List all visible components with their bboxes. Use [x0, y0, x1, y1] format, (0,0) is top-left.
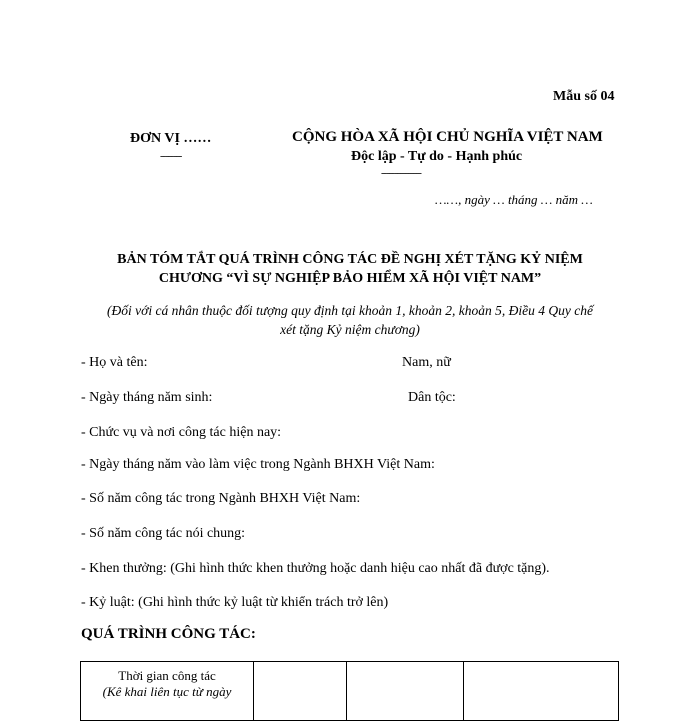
motto: Độc lập - Tự do - Hạnh phúc	[351, 149, 523, 164]
table-header-col4	[464, 662, 619, 721]
document-subtitle	[70, 301, 630, 339]
table-header-col2	[254, 662, 347, 721]
subtitle-line-2: xét tặng Kỷ niệm chương)	[280, 322, 420, 337]
unit-divider: --------	[160, 150, 182, 162]
title-line-2: CHƯƠNG “VÌ SỰ NGHIỆP BẢO HIỂM XÃ HỘI VIỆT NAM”	[158, 271, 542, 286]
table-row	[81, 662, 619, 721]
section-title: QUÁ TRÌNH CÔNG TÁC:	[81, 626, 256, 642]
field-discipline: - Kỷ luật: (Ghi hình thức kỷ luật từ khiển trách trở lên)	[81, 595, 389, 610]
motto-divider: ---------------	[381, 167, 421, 179]
republic-heading: CỘNG HÒA XÃ HỘI CHỦ NGHĨA VIỆT NAM	[292, 129, 603, 145]
title-line-1: BẢN TÓM TẮT QUÁ TRÌNH CÔNG TÁC ĐỀ NGHỊ XÉT TẶNG KỶ NIỆM	[117, 252, 583, 267]
field-years-total: - Số năm công tác nói chung:	[81, 526, 246, 541]
field-join-date: - Ngày tháng năm vào làm việc trong Ngành BHXH Việt Nam:	[81, 457, 435, 472]
field-gender: Nam, nữ	[402, 355, 451, 370]
subtitle-line-1: (Đối với cá nhân thuộc đối tượng quy định tại khoản 1, khoản 2, khoản 5, Điều 4 Quy chế	[107, 303, 593, 318]
date-line: ……, ngày … tháng … năm …	[435, 192, 593, 207]
unit-label: ĐƠN VỊ ……	[130, 131, 212, 146]
field-birth-date: - Ngày tháng năm sinh:	[81, 390, 213, 405]
table-header-col3	[347, 662, 464, 721]
field-ethnicity: Dân tộc:	[408, 390, 456, 405]
form-code: Mẫu số 04	[553, 89, 615, 104]
table-header-time	[81, 662, 254, 721]
field-rewards: - Khen thưởng: (Ghi hình thức khen thưởng hoặc danh hiệu cao nhất đã được tặng).	[81, 561, 550, 576]
work-history-table	[80, 661, 619, 721]
field-years-bhxh: - Số năm công tác trong Ngành BHXH Việt Nam:	[81, 491, 361, 506]
document-title	[60, 250, 640, 288]
time-header-line-1: Thời gian công tác	[118, 668, 216, 683]
field-position: - Chức vụ và nơi công tác hiện nay:	[81, 425, 282, 440]
time-header-line-2: (Kê khai liên tục từ ngày	[102, 684, 232, 699]
field-name: - Họ và tên:	[81, 355, 148, 370]
